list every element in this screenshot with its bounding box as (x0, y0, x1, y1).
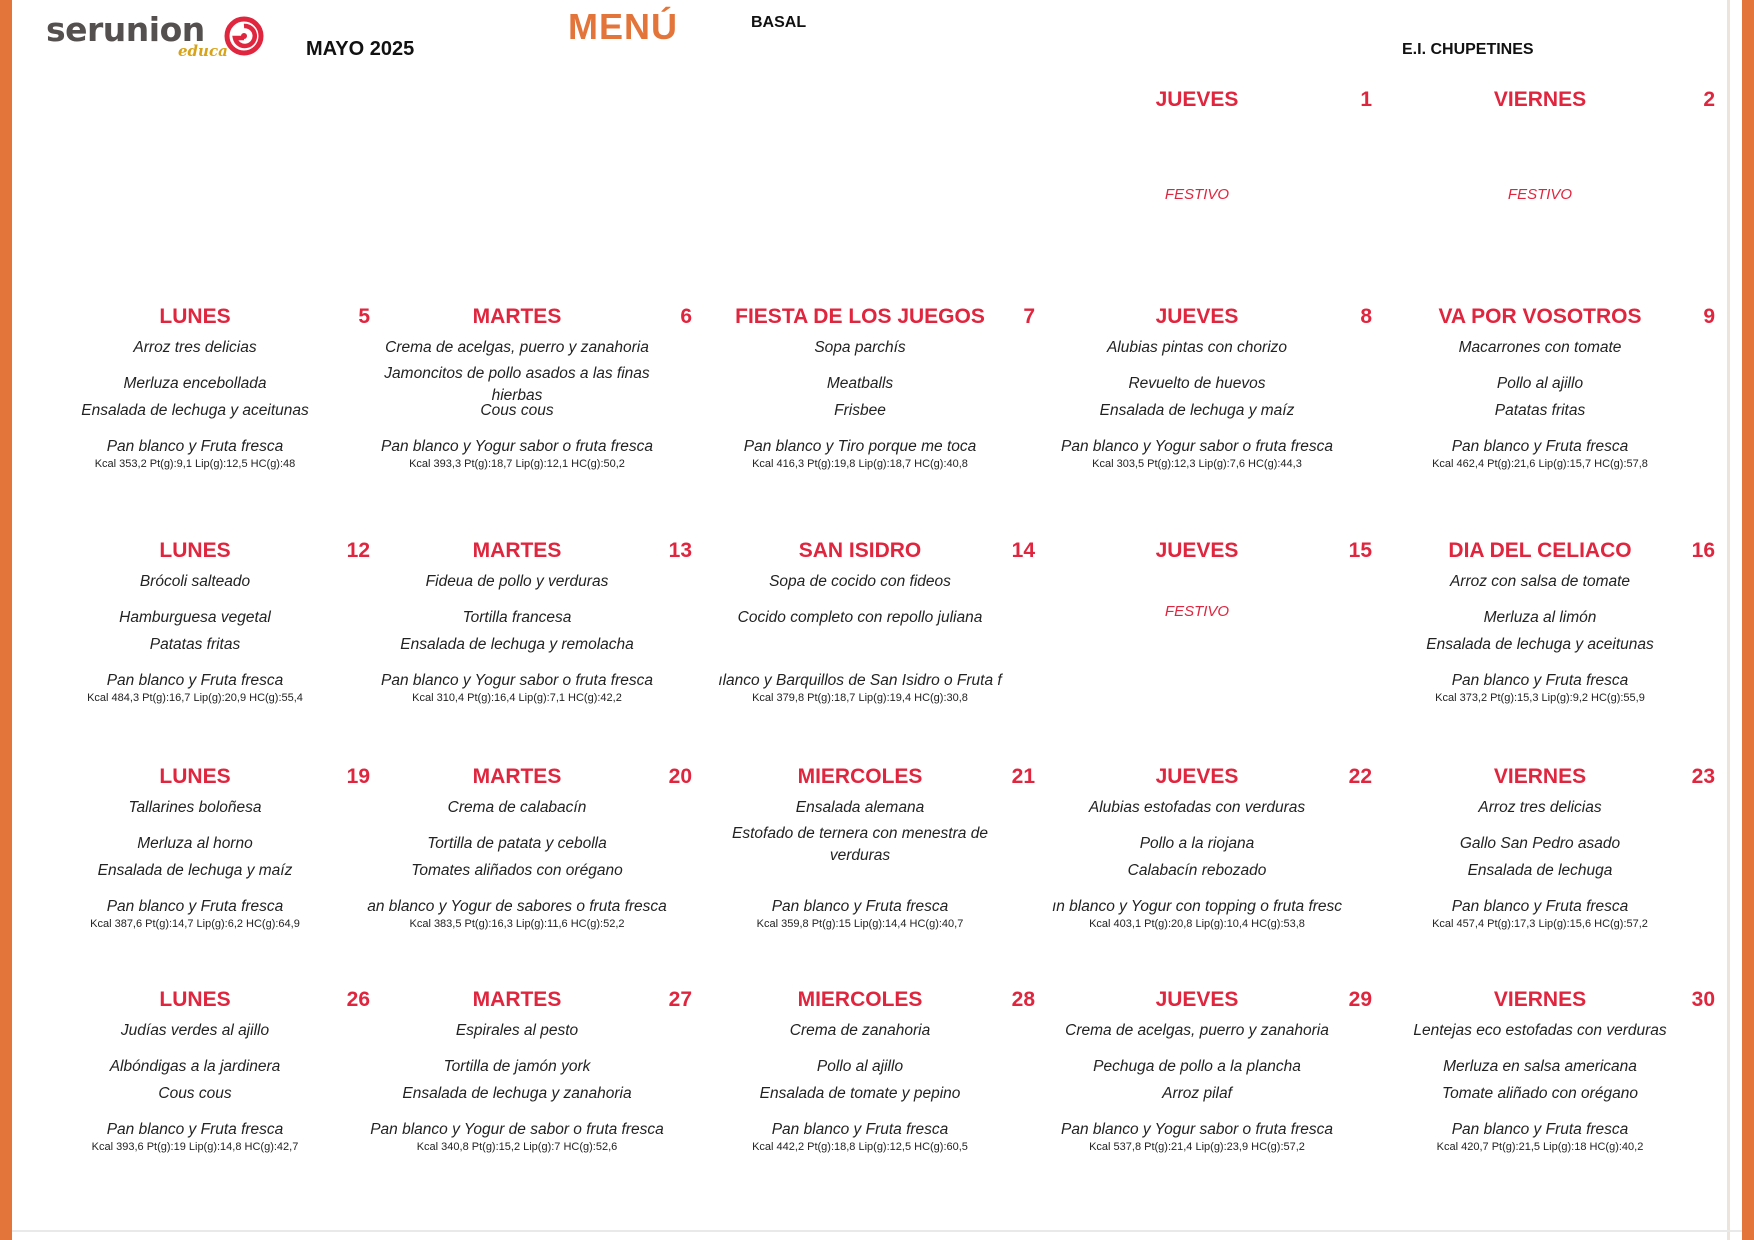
second-course: Merluza en salsa americana (1443, 1058, 1637, 1075)
day-number: 20 (668, 765, 692, 788)
first-course: Alubias pintas con chorizo (1106, 339, 1288, 356)
second-course: Pollo al ajillo (1496, 375, 1584, 392)
day-name: FIESTA DE LOS JUEGOS (735, 305, 985, 328)
first-course: Alubias estofadas con verduras (1088, 799, 1306, 816)
second-course: Cocido completo con repollo juliana (737, 609, 983, 626)
day-cell-27 (362, 988, 692, 1188)
side-dish: Arroz pilaf (1162, 1085, 1232, 1102)
first-course: Fideua de pollo y verduras (425, 573, 609, 590)
second-course: Merluza al horno (137, 835, 253, 852)
day-name: LUNES (159, 765, 231, 788)
nutrition-info: Kcal 373,2 Pt(g):15,3 Lip(g):9,2 HC(g):55,9 (1435, 692, 1645, 704)
day-cell-14 (705, 539, 1035, 739)
school-name: E.I. CHUPETINES (1402, 41, 1534, 58)
day-name: SAN ISIDRO (798, 539, 922, 562)
diet-label: BASAL (751, 14, 807, 31)
nutrition-info: Kcal 462,4 Pt(g):21,6 Lip(g):15,7 HC(g):57,8 (1432, 458, 1648, 470)
side-dish: Calabacín rebozado (1127, 862, 1267, 879)
nutrition-info: Kcal 484,3 Pt(g):16,7 Lip(g):20,9 HC(g):55,4 (87, 692, 303, 704)
day-name: VIERNES (1493, 988, 1587, 1011)
dessert-line: Pan blanco y Fruta fresca (1451, 898, 1629, 915)
nutrition-info: Kcal 359,8 Pt(g):15 Lip(g):14,4 HC(g):40,7 (756, 918, 964, 930)
second-course: Merluza al limón (1483, 609, 1597, 626)
day-name: JUEVES (1155, 305, 1239, 328)
day-number: 26 (346, 988, 370, 1011)
dessert-line: an blanco y Yogur de sabores o fruta fresca (367, 898, 667, 915)
side-dish: Cous cous (480, 402, 554, 419)
day-cell-8 (1042, 305, 1372, 505)
spiral-logo-icon (224, 16, 264, 56)
dessert-line: Pan blanco y Fruta fresca (106, 898, 284, 915)
nutrition-info: Kcal 387,6 Pt(g):14,7 Lip(g):6,2 HC(g):64,9 (90, 918, 300, 930)
first-course: Arroz tres delicias (1478, 799, 1602, 816)
dessert-line: Pan blanco y Fruta fresca (106, 672, 284, 689)
second-course: Revuelto de huevos (1128, 375, 1266, 392)
day-cell-7 (705, 305, 1035, 505)
right-inner-line (1727, 0, 1730, 1240)
dessert-line: Pan blanco y Yogur sabor o fruta fresca (1061, 438, 1333, 455)
first-course: Crema de acelgas, puerro y zanahoria (1065, 1022, 1329, 1039)
day-cell-6 (362, 305, 692, 505)
day-name: LUNES (159, 539, 231, 562)
second-course: Pollo al ajillo (816, 1058, 904, 1075)
day-cell-23 (1385, 765, 1715, 965)
second-course: Gallo San Pedro asado (1459, 835, 1621, 852)
dessert-line: Pan blanco y Yogur sabor o fruta fresca (1061, 1121, 1333, 1138)
day-cell-13 (362, 539, 692, 739)
second-course: Tortilla de patata y cebolla (427, 835, 607, 852)
day-number: 12 (346, 539, 370, 562)
day-number: 8 (1360, 305, 1372, 328)
dessert-line: Pan blanco y Yogur sabor o fruta fresca (381, 438, 653, 455)
day-number: 27 (668, 988, 692, 1011)
day-name: MARTES (472, 765, 562, 788)
day-number: 7 (1023, 305, 1035, 328)
serunion-logo (46, 10, 266, 60)
second-course: Meatballs (826, 375, 894, 392)
day-number: 23 (1691, 765, 1715, 788)
second-course: Tortilla francesa (462, 609, 572, 626)
nutrition-info: Kcal 393,3 Pt(g):18,7 Lip(g):12,1 HC(g):50,2 (409, 458, 625, 470)
second-course: Estofado de ternera con menestra de verduras (732, 825, 988, 864)
side-dish: Frisbee (834, 402, 886, 419)
first-course: Ensalada alemana (795, 799, 925, 816)
logo-wordmark: serunion (46, 10, 205, 49)
right-orange-border (1742, 0, 1754, 1240)
first-course: Crema de zanahoria (789, 1022, 931, 1039)
dessert-line: Pan blanco y Fruta fresca (771, 898, 949, 915)
dessert-line: Pan blanco y Fruta fresca (106, 1121, 284, 1138)
nutrition-info: Kcal 442,2 Pt(g):18,8 Lip(g):12,5 HC(g):60,5 (752, 1141, 968, 1153)
side-dish: Ensalada de lechuga y zanahoria (402, 1085, 632, 1102)
day-cell-9 (1385, 305, 1715, 505)
first-course: Crema de calabacín (447, 799, 587, 816)
side-dish: Ensalada de lechuga y aceitunas (1426, 636, 1654, 653)
day-cell-15 (1042, 539, 1372, 739)
second-course: Tortilla de jamón york (443, 1058, 591, 1075)
day-name: MARTES (472, 988, 562, 1011)
day-name: JUEVES (1155, 765, 1239, 788)
day-number: 19 (346, 765, 370, 788)
dessert-line: ılanco y Barquillos de San Isidro o Fruta f (718, 672, 1002, 689)
first-course: Arroz tres delicias (133, 339, 257, 356)
dessert-line: Pan blanco y Yogur de sabor o fruta fresca (370, 1121, 664, 1138)
day-name: JUEVES (1155, 988, 1239, 1011)
day-number: 5 (358, 305, 370, 328)
side-dish: Tomates aliñados con orégano (411, 862, 623, 879)
first-course: Sopa parchís (814, 339, 906, 356)
side-dish: Patatas fritas (1494, 402, 1586, 419)
first-course: Lentejas eco estofadas con verduras (1413, 1022, 1667, 1039)
logo-subtitle: educa (178, 42, 228, 60)
day-cell-28 (705, 988, 1035, 1188)
first-course: Brócoli salteado (139, 573, 251, 590)
day-name: VA POR VOSOTROS (1438, 305, 1642, 328)
day-cell-2 (1385, 88, 1715, 288)
day-name: MARTES (472, 305, 562, 328)
month-label: MAYO 2025 (306, 38, 415, 60)
nutrition-info: Kcal 303,5 Pt(g):12,3 Lip(g):7,6 HC(g):44,3 (1092, 458, 1302, 470)
day-number: 13 (668, 539, 692, 562)
side-dish: Cous cous (158, 1085, 232, 1102)
day-name: JUEVES (1155, 88, 1239, 111)
nutrition-info: Kcal 537,8 Pt(g):21,4 Lip(g):23,9 HC(g):57,2 (1089, 1141, 1305, 1153)
side-dish: Ensalada de lechuga y maíz (1099, 402, 1295, 419)
dessert-line: Pan blanco y Tiro porque me toca (743, 438, 977, 455)
menu-title: MENÚ (568, 6, 678, 47)
day-number: 1 (1360, 88, 1372, 111)
festivo-label: FESTIVO (1164, 603, 1230, 620)
side-dish: Ensalada de lechuga y remolacha (400, 636, 634, 653)
day-number: 22 (1348, 765, 1372, 788)
day-number: 14 (1011, 539, 1035, 562)
day-name: JUEVES (1155, 539, 1239, 562)
dessert-line: Pan blanco y Yogur sabor o fruta fresca (381, 672, 653, 689)
day-cell-30 (1385, 988, 1715, 1188)
day-name: DIA DEL CELIACO (1448, 539, 1632, 562)
nutrition-info: Kcal 353,2 Pt(g):9,1 Lip(g):12,5 HC(g):48 (94, 458, 296, 470)
day-name: LUNES (159, 305, 231, 328)
first-course: Crema de acelgas, puerro y zanahoria (385, 339, 649, 356)
day-number: 28 (1011, 988, 1035, 1011)
dessert-line: Pan blanco y Fruta fresca (1451, 438, 1629, 455)
first-course: Macarrones con tomate (1458, 339, 1622, 356)
day-cell-16 (1385, 539, 1715, 739)
nutrition-info: Kcal 383,5 Pt(g):16,3 Lip(g):11,6 HC(g):52,2 (409, 918, 625, 930)
day-number: 16 (1691, 539, 1715, 562)
second-course: Merluza encebollada (123, 375, 267, 392)
day-cell-21 (705, 765, 1035, 965)
nutrition-info: Kcal 416,3 Pt(g):19,8 Lip(g):18,7 HC(g):40,8 (752, 458, 968, 470)
day-number: 6 (680, 305, 692, 328)
first-course: Arroz con salsa de tomate (1449, 573, 1631, 590)
first-course: Tallarines boloñesa (128, 799, 262, 816)
dessert-line: Pan blanco y Fruta fresca (1451, 672, 1629, 689)
festivo-label: FESTIVO (1164, 186, 1230, 203)
festivo-label: FESTIVO (1507, 186, 1573, 203)
second-course: Albóndigas a la jardinera (109, 1058, 281, 1075)
day-number: 9 (1703, 305, 1715, 328)
dessert-line: Pan blanco y Fruta fresca (106, 438, 284, 455)
day-name: LUNES (159, 988, 231, 1011)
day-cell-20 (362, 765, 692, 965)
day-name: MARTES (472, 539, 562, 562)
day-cell-26 (40, 988, 370, 1188)
side-dish: Ensalada de tomate y pepino (759, 1085, 961, 1102)
second-course: Pechuga de pollo a la plancha (1093, 1058, 1301, 1075)
first-course: Sopa de cocido con fideos (769, 573, 951, 590)
first-course: Judías verdes al ajillo (120, 1022, 270, 1039)
nutrition-info: Kcal 393,6 Pt(g):19 Lip(g):14,8 HC(g):42,7 (91, 1141, 299, 1153)
second-course: Jamoncitos de pollo asados a las finas hierbas (384, 365, 650, 404)
side-dish: Patatas fritas (149, 636, 241, 653)
day-number: 21 (1011, 765, 1035, 788)
day-name: VIERNES (1493, 765, 1587, 788)
nutrition-info: Kcal 340,8 Pt(g):15,2 Lip(g):7 HC(g):52,6 (416, 1141, 618, 1153)
first-course: Espirales al pesto (455, 1022, 579, 1039)
day-cell-19 (40, 765, 370, 965)
day-cell-29 (1042, 988, 1372, 1188)
day-name: VIERNES (1493, 88, 1587, 111)
day-cell-1 (1042, 88, 1372, 288)
side-dish: Ensalada de lechuga y maíz (97, 862, 293, 879)
left-orange-border (0, 0, 12, 1240)
side-dish: Ensalada de lechuga y aceitunas (81, 402, 309, 419)
nutrition-info: Kcal 457,4 Pt(g):17,3 Lip(g):15,6 HC(g):57,2 (1432, 918, 1648, 930)
day-name: MIERCOLES (797, 765, 923, 788)
day-number: 2 (1703, 88, 1715, 111)
day-number: 30 (1691, 988, 1715, 1011)
dessert-line: Pan blanco y Fruta fresca (771, 1121, 949, 1138)
day-cell-22 (1042, 765, 1372, 965)
second-course: Pollo a la riojana (1139, 835, 1255, 852)
second-course: Hamburguesa vegetal (119, 609, 271, 626)
day-number: 29 (1348, 988, 1372, 1011)
nutrition-info: Kcal 403,1 Pt(g):20,8 Lip(g):10,4 HC(g):53,8 (1089, 918, 1305, 930)
nutrition-info: Kcal 420,7 Pt(g):21,5 Lip(g):18 HC(g):40,2 (1436, 1141, 1644, 1153)
dessert-line: Pan blanco y Fruta fresca (1451, 1121, 1629, 1138)
day-name: MIERCOLES (797, 988, 923, 1011)
dessert-line: ın blanco y Yogur con topping o fruta fresc (1051, 898, 1343, 915)
nutrition-info: Kcal 310,4 Pt(g):16,4 Lip(g):7,1 HC(g):42,2 (412, 692, 622, 704)
side-dish: Tomate aliñado con orégano (1442, 1085, 1638, 1102)
nutrition-info: Kcal 379,8 Pt(g):18,7 Lip(g):19,4 HC(g):30,8 (752, 692, 968, 704)
day-cell-12 (40, 539, 370, 739)
side-dish: Ensalada de lechuga (1467, 862, 1613, 879)
bottom-line (12, 1230, 1742, 1232)
day-number: 15 (1348, 539, 1372, 562)
day-cell-5 (40, 305, 370, 505)
